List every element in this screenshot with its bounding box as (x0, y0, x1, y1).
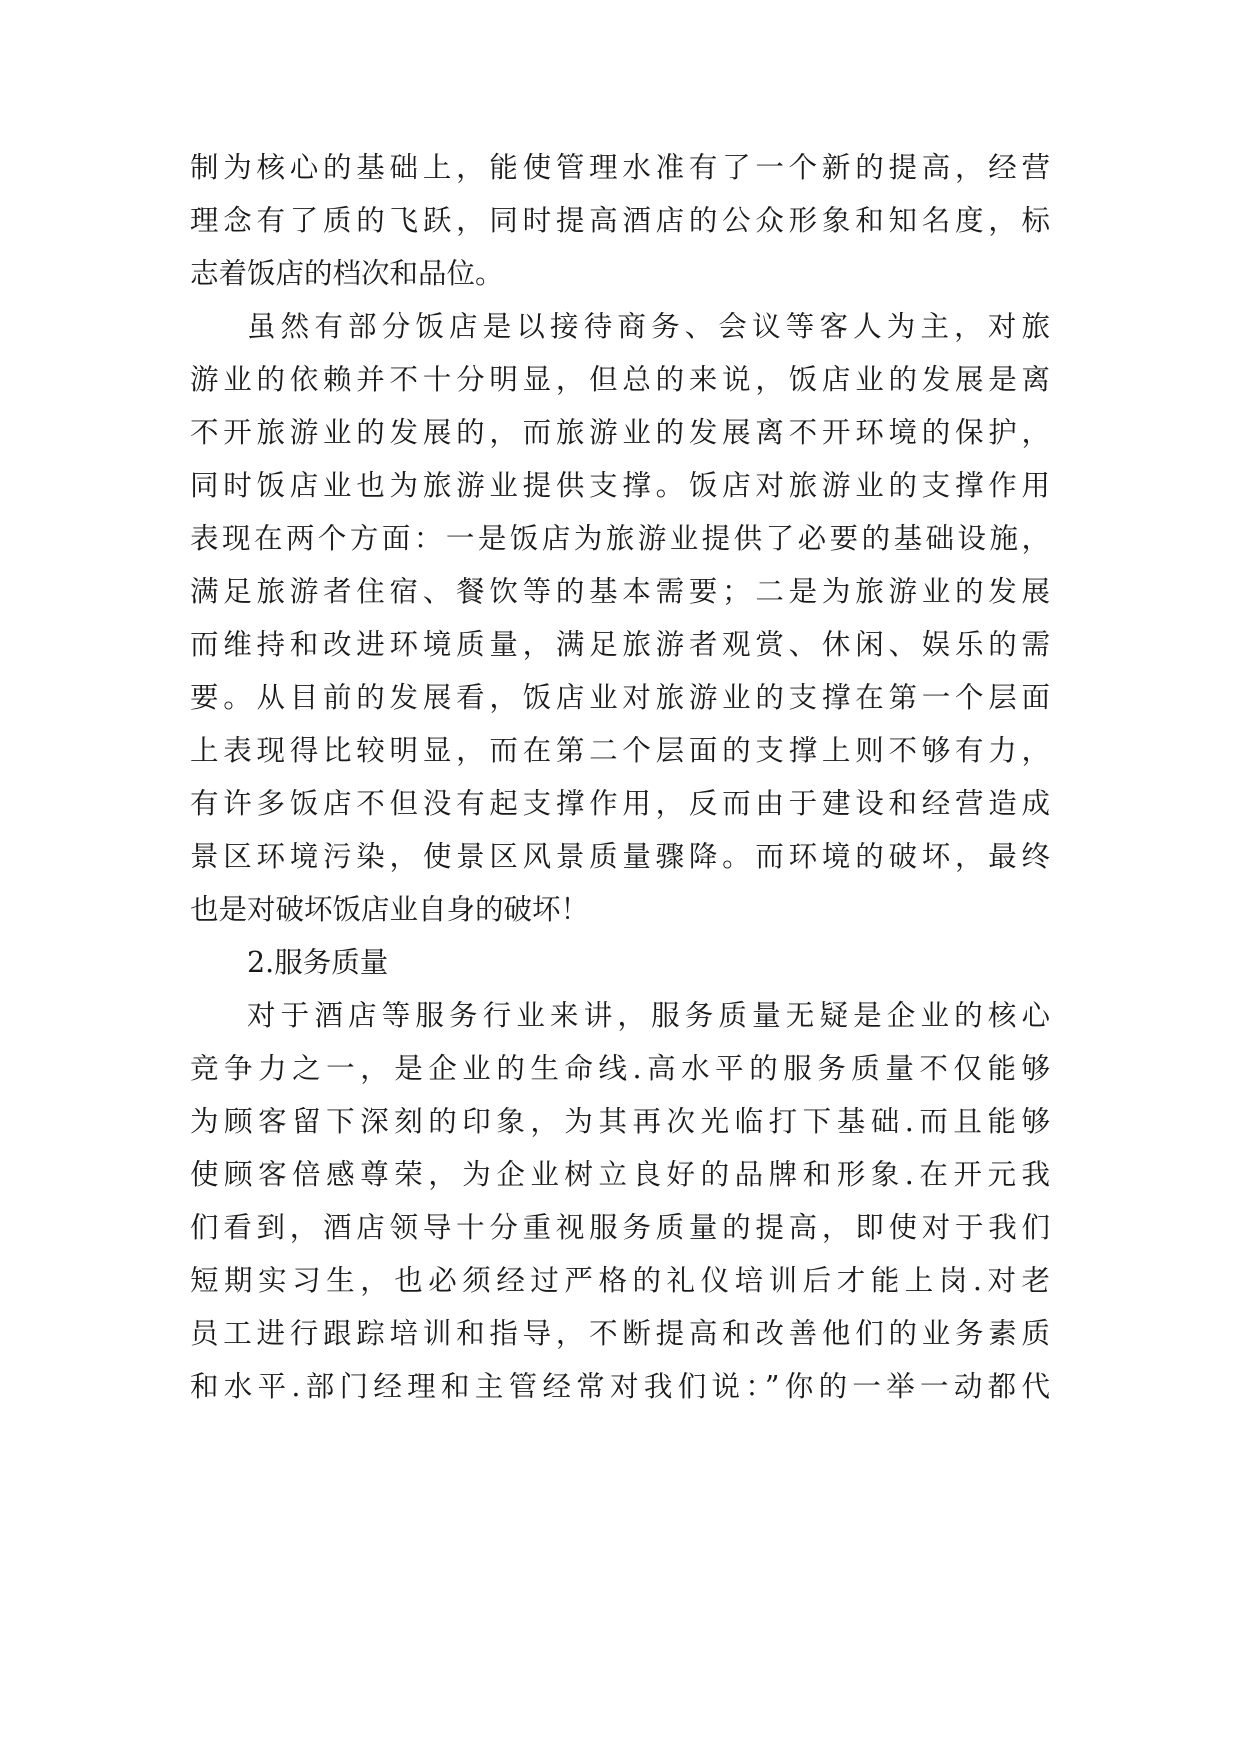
paragraph-first-line: 对于酒店等服务行业来讲，服务质量无疑是企业的核心 (247, 999, 1050, 1032)
text-line: 同时饭店业也为旅游业提供支撑。饭店对旅游业的支撑作用 (190, 469, 1050, 502)
text-line: 表现在两个方面：一是饭店为旅游业提供了必要的基础设施， (190, 522, 1050, 555)
text-line: 制为核心的基础上，能使管理水准有了一个新的提高，经营 (190, 151, 1050, 184)
text-line: 景区环境污染，使景区风景质量骤降。而环境的破坏，最终 (190, 840, 1050, 873)
text-line: 不开旅游业的发展的，而旅游业的发展离不开环境的保护， (190, 416, 1050, 449)
paragraph-first-line: 虽然有部分饭店是以接待商务、会议等客人为主，对旅 (247, 310, 1050, 343)
text-line: 竞争力之一，是企业的生命线.高水平的服务质量不仅能够 (190, 1052, 1050, 1085)
section-heading: 2.服务质量 (247, 946, 389, 979)
text-line: 有许多饭店不但没有起支撑作用，反而由于建设和经营造成 (190, 787, 1050, 820)
text-line: 使顾客倍感尊荣，为企业树立良好的品牌和形象.在开元我 (190, 1158, 1050, 1191)
text-line: 而维持和改进环境质量，满足旅游者观赏、休闲、娱乐的需 (190, 628, 1050, 661)
text-line: 志着饭店的档次和品位。 (190, 257, 504, 290)
text-line: 要。从目前的发展看，饭店业对旅游业的支撑在第一个层面 (190, 681, 1050, 714)
text-line: 短期实习生，也必须经过严格的礼仪培训后才能上岗.对老 (190, 1264, 1050, 1297)
text-line: 满足旅游者住宿、餐饮等的基本需要；二是为旅游业的发展 (190, 575, 1050, 608)
text-line: 员工进行跟踪培训和指导，不断提高和改善他们的业务素质 (190, 1317, 1050, 1350)
text-line: 游业的依赖并不十分明显，但总的来说，饭店业的发展是离 (190, 363, 1050, 396)
text-line: 理念有了质的飞跃，同时提高酒店的公众形象和知名度，标 (190, 204, 1050, 237)
text-line: 们看到，酒店领导十分重视服务质量的提高，即使对于我们 (190, 1211, 1050, 1244)
text-line: 也是对破坏饭店业自身的破坏！ (190, 893, 590, 926)
text-line: 上表现得比较明显，而在第二个层面的支撑上则不够有力， (190, 734, 1050, 767)
text-line: 和水平.部门经理和主管经常对我们说：”你的一举一动都代 (190, 1370, 1050, 1403)
text-line: 为顾客留下深刻的印象，为其再次光临打下基础.而且能够 (190, 1105, 1050, 1138)
